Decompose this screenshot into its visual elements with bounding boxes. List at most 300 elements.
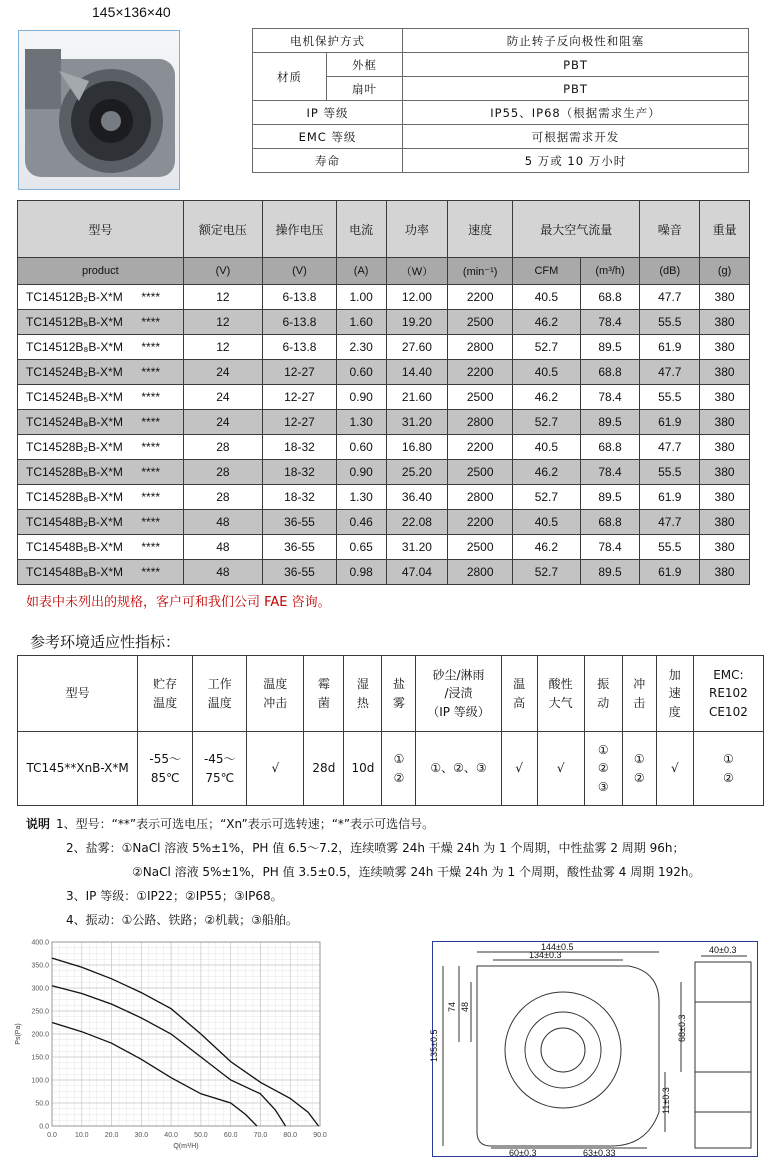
table-row xyxy=(18,385,750,410)
weight-cell: 380 xyxy=(700,310,750,335)
env-header-cell xyxy=(18,656,138,732)
header-weight: 重量 xyxy=(700,201,750,258)
table-row xyxy=(18,410,750,435)
current-cell: 1.30 xyxy=(336,485,386,510)
env-value-cell xyxy=(193,732,247,806)
env-value-line: ② xyxy=(723,770,734,785)
env-value-cell xyxy=(18,732,138,806)
ip-value: IP55、IP68（根据需求生产） xyxy=(403,101,749,125)
cfm-cell: 40.5 xyxy=(513,360,581,385)
cfm-cell: 46.2 xyxy=(513,460,581,485)
power-cell: 47.04 xyxy=(386,560,448,585)
stars-cell: **** xyxy=(137,335,183,360)
y-tick-label: 300.0 xyxy=(31,985,49,993)
emc-value: 可根据需求开发 xyxy=(403,125,749,149)
protection-value: 防止转子反向极性和阻塞 xyxy=(403,29,749,53)
speed-cell: 2200 xyxy=(448,435,513,460)
rated-cell: 28 xyxy=(183,460,262,485)
env-header-line: 冲 xyxy=(633,676,646,691)
noise-cell: 61.9 xyxy=(640,485,700,510)
model-cell: TC14524B₂B-X*M xyxy=(18,360,138,385)
env-value-line: 10d xyxy=(351,761,375,776)
m3h-cell: 89.5 xyxy=(580,410,640,435)
cfm-cell: 46.2 xyxy=(513,385,581,410)
y-tick-label: 50.0 xyxy=(35,1100,49,1108)
speed-cell: 2200 xyxy=(448,360,513,385)
env-header-line: 击 xyxy=(633,695,646,710)
material-label: 材质 xyxy=(253,53,327,101)
notes-block xyxy=(26,812,701,932)
rated-cell: 48 xyxy=(183,560,262,585)
dim-134: 134±0.3 xyxy=(529,950,562,960)
op-cell: 36-55 xyxy=(263,560,337,585)
rated-cell: 12 xyxy=(183,310,262,335)
dimension-drawing xyxy=(429,941,758,1158)
op-cell: 6-13.8 xyxy=(263,285,337,310)
environment-table xyxy=(17,655,764,806)
inlet-ring xyxy=(525,1012,601,1088)
cfm-cell: 46.2 xyxy=(513,310,581,335)
env-value-cell xyxy=(584,732,622,806)
env-header-line: 速 xyxy=(668,686,681,701)
noise-cell: 55.5 xyxy=(640,310,700,335)
model-cell: TC14528B₈B-X*M xyxy=(18,485,138,510)
noise-cell: 55.5 xyxy=(640,535,700,560)
env-value-line: TC145**XnB-X*M xyxy=(26,761,129,776)
frame-value: PBT xyxy=(403,53,749,77)
product-table xyxy=(17,200,750,585)
current-cell: 0.60 xyxy=(336,435,386,460)
unit-m3h: (m³/h) xyxy=(580,258,640,285)
model-cell: TC14524B₈B-X*M xyxy=(18,410,138,435)
cfm-cell: 40.5 xyxy=(513,285,581,310)
rated-cell: 28 xyxy=(183,485,262,510)
env-header-line: 度 xyxy=(668,704,681,719)
noise-cell: 47.7 xyxy=(640,435,700,460)
unit-rated-v: (V) xyxy=(183,258,262,285)
env-value-line: ② xyxy=(597,761,609,776)
env-header-line: 大气 xyxy=(548,695,573,710)
env-value-cell xyxy=(304,732,344,806)
env-header-cell xyxy=(622,656,656,732)
env-value-line: ① xyxy=(393,751,405,766)
power-cell: 22.08 xyxy=(386,510,448,535)
op-cell: 12-27 xyxy=(263,385,337,410)
speed-cell: 2500 xyxy=(448,460,513,485)
power-cell: 16.80 xyxy=(386,435,448,460)
env-value-line: ③ xyxy=(597,779,609,794)
env-header-cell xyxy=(382,656,416,732)
env-value-cell xyxy=(247,732,304,806)
weight-cell: 380 xyxy=(700,410,750,435)
rated-cell: 24 xyxy=(183,410,262,435)
rated-cell: 48 xyxy=(183,535,262,560)
env-header-line: 工作 xyxy=(207,676,232,691)
x-tick-label: 0.0 xyxy=(47,1132,57,1139)
weight-cell: 380 xyxy=(700,460,750,485)
env-header-line: CE102 xyxy=(708,704,748,719)
env-header-line: EMC: xyxy=(713,667,744,682)
housing-ring xyxy=(505,992,621,1108)
red-note: 如表中未列出的规格，客户可和我们公司 FAE 咨询。 xyxy=(26,595,331,610)
hub-ring xyxy=(541,1028,585,1072)
env-header-line: 菌 xyxy=(317,695,330,710)
env-header-line: 雾 xyxy=(392,695,405,710)
x-tick-label: 40.0 xyxy=(164,1132,178,1139)
noise-cell: 47.7 xyxy=(640,285,700,310)
power-cell: 27.60 xyxy=(386,335,448,360)
rated-cell: 12 xyxy=(183,335,262,360)
power-cell: 36.40 xyxy=(386,485,448,510)
env-header-line: 温度 xyxy=(207,695,232,710)
side-view xyxy=(695,962,751,1148)
stars-cell: **** xyxy=(137,410,183,435)
power-cell: 25.20 xyxy=(386,460,448,485)
spec-table xyxy=(252,28,749,173)
weight-cell: 380 xyxy=(700,560,750,585)
env-header-cell xyxy=(537,656,584,732)
speed-cell: 2800 xyxy=(448,410,513,435)
y-tick-label: 250.0 xyxy=(31,1008,49,1016)
notes-label: 说明 xyxy=(26,817,51,831)
table-row xyxy=(18,535,750,560)
stars-cell: **** xyxy=(137,360,183,385)
weight-cell: 380 xyxy=(700,510,750,535)
speed-cell: 2200 xyxy=(448,510,513,535)
env-value-line: ② xyxy=(633,770,645,785)
header-model: 型号 xyxy=(18,201,184,258)
env-value-line: 85℃ xyxy=(150,770,180,785)
power-cell: 31.20 xyxy=(386,410,448,435)
header-current: 电流 xyxy=(336,201,386,258)
unit-power: （W） xyxy=(386,258,448,285)
env-header-line: 冲击 xyxy=(263,695,288,710)
env-header-line: 加 xyxy=(668,667,681,682)
model-cell: TC14512B₅B-X*M xyxy=(18,310,138,335)
env-value-line: 75℃ xyxy=(205,770,235,785)
dim-60: 60±0.3 xyxy=(509,1148,537,1158)
current-cell: 0.65 xyxy=(336,535,386,560)
y-tick-label: 400.0 xyxy=(31,939,49,947)
stars-cell: **** xyxy=(137,460,183,485)
fan-photo xyxy=(18,30,180,190)
rated-cell: 28 xyxy=(183,435,262,460)
env-header-line: （IP 等级） xyxy=(427,704,490,719)
cfm-cell: 40.5 xyxy=(513,435,581,460)
cfm-cell: 52.7 xyxy=(513,410,581,435)
env-value-cell xyxy=(656,732,693,806)
header-rated-voltage: 额定电压 xyxy=(183,201,262,258)
drawing-svg xyxy=(429,942,759,1158)
x-tick-label: 80.0 xyxy=(283,1132,298,1139)
life-label: 寿命 xyxy=(253,149,403,173)
m3h-cell: 68.8 xyxy=(580,285,640,310)
section-title: 参考环境适应性指标： xyxy=(30,633,181,651)
weight-cell: 380 xyxy=(700,535,750,560)
x-tick-label: 10.0 xyxy=(74,1132,89,1139)
table-row xyxy=(18,510,750,535)
header-noise: 噪音 xyxy=(640,201,700,258)
op-cell: 18-32 xyxy=(263,485,337,510)
env-value-line: ① xyxy=(723,751,734,766)
table-row xyxy=(18,460,750,485)
unit-current: (A) xyxy=(336,258,386,285)
note-line-3: ②NaCl 溶液 5%±1%，PH 值 3.5±0.5，连续喷雾 24h 干燥 24h 为 1 个周期，酸性盐雾 4 周期 192h。 xyxy=(132,865,701,879)
op-cell: 18-32 xyxy=(263,460,337,485)
speed-cell: 2500 xyxy=(448,310,513,335)
env-header-line: 温度 xyxy=(153,695,178,710)
speed-cell: 2200 xyxy=(448,285,513,310)
current-cell: 0.90 xyxy=(336,385,386,410)
stars-cell: **** xyxy=(137,310,183,335)
power-cell: 12.00 xyxy=(386,285,448,310)
env-header-line: 型号 xyxy=(65,686,90,701)
y-tick-label: 0.0 xyxy=(39,1123,49,1131)
env-header-cell xyxy=(304,656,344,732)
env-value-line: -45～ xyxy=(203,751,236,766)
model-cell: TC14548B₂B-X*M xyxy=(18,510,138,535)
env-value-cell xyxy=(622,732,656,806)
noise-cell: 61.9 xyxy=(640,560,700,585)
op-cell: 36-55 xyxy=(263,535,337,560)
model-cell: TC14548B₈B-X*M xyxy=(18,560,138,585)
note-line-4: 3、IP 等级：①IP22；②IP55；③IP68。 xyxy=(66,889,283,903)
env-header-line: 热 xyxy=(356,695,369,710)
env-header-line: 盐 xyxy=(392,676,405,691)
model-cell: TC14528B₅B-X*M xyxy=(18,460,138,485)
noise-cell: 47.7 xyxy=(640,360,700,385)
env-header-line: 高 xyxy=(513,695,526,710)
env-value-line: √ xyxy=(556,761,565,776)
current-cell: 0.90 xyxy=(336,460,386,485)
env-header-line: 霉 xyxy=(317,676,330,691)
env-header-cell xyxy=(656,656,693,732)
env-header-cell xyxy=(344,656,382,732)
weight-cell: 380 xyxy=(700,285,750,310)
table-row xyxy=(18,335,750,360)
env-header-cell xyxy=(501,656,537,732)
env-value-line: ① xyxy=(597,742,609,757)
x-tick-label: 30.0 xyxy=(134,1132,149,1139)
env-value-cell xyxy=(138,732,193,806)
weight-cell: 380 xyxy=(700,435,750,460)
env-header-line: 湿 xyxy=(356,676,369,691)
env-value-cell xyxy=(382,732,416,806)
env-header-cell xyxy=(193,656,247,732)
rated-cell: 48 xyxy=(183,510,262,535)
y-tick-label: 200.0 xyxy=(31,1031,49,1039)
y-tick-label: 100.0 xyxy=(31,1077,49,1085)
frame-label: 外框 xyxy=(327,53,403,77)
env-header-cell xyxy=(416,656,501,732)
pq-curve-chart xyxy=(10,934,330,1154)
table-row xyxy=(18,560,750,585)
noise-cell: 47.7 xyxy=(640,510,700,535)
current-cell: 1.30 xyxy=(336,410,386,435)
model-cell: TC14512B₂B-X*M xyxy=(18,285,138,310)
product-dimensions: 145×136×40 xyxy=(92,4,171,20)
table-row xyxy=(18,435,750,460)
env-header-cell xyxy=(584,656,622,732)
power-cell: 19.20 xyxy=(386,310,448,335)
unit-product: product xyxy=(18,258,184,285)
x-tick-label: 20.0 xyxy=(104,1132,119,1139)
dim-40: 40±0.3 xyxy=(709,945,737,955)
m3h-cell: 89.5 xyxy=(580,485,640,510)
current-cell: 1.60 xyxy=(336,310,386,335)
note-line-5: 4、振动：①公路、铁路；②机载；③船舶。 xyxy=(66,913,298,927)
protection-label: 电机保护方式 xyxy=(253,29,403,53)
weight-cell: 380 xyxy=(700,385,750,410)
cfm-cell: 46.2 xyxy=(513,535,581,560)
y-tick-label: 150.0 xyxy=(31,1054,49,1062)
housing-outline xyxy=(477,966,659,1146)
env-header-cell xyxy=(138,656,193,732)
rated-cell: 24 xyxy=(183,360,262,385)
noise-cell: 61.9 xyxy=(640,410,700,435)
dim-48: 48 xyxy=(460,1001,470,1012)
stars-cell: **** xyxy=(137,485,183,510)
env-header-line: 动 xyxy=(597,695,610,710)
table-row xyxy=(18,360,750,385)
cfm-cell: 52.7 xyxy=(513,560,581,585)
life-value: 5 万或 10 万小时 xyxy=(403,149,749,173)
stars-cell: **** xyxy=(137,385,183,410)
rated-cell: 24 xyxy=(183,385,262,410)
model-cell: TC14524B₅B-X*M xyxy=(18,385,138,410)
m3h-cell: 89.5 xyxy=(580,335,640,360)
env-header-line: 贮存 xyxy=(153,676,178,691)
header-max-airflow: 最大空气流量 xyxy=(513,201,640,258)
dim-144: 144±0.5 xyxy=(541,942,574,952)
cfm-cell: 52.7 xyxy=(513,485,581,510)
x-tick-label: 70.0 xyxy=(253,1132,268,1139)
dim-135: 135±0.5 xyxy=(429,1029,439,1062)
m3h-cell: 78.4 xyxy=(580,385,640,410)
env-header-cell xyxy=(693,656,763,732)
env-value-cell xyxy=(537,732,584,806)
env-value-cell xyxy=(344,732,382,806)
unit-weight: (g) xyxy=(700,258,750,285)
noise-cell: 61.9 xyxy=(640,335,700,360)
cfm-cell: 40.5 xyxy=(513,510,581,535)
x-tick-label: 90.0 xyxy=(313,1132,327,1139)
m3h-cell: 78.4 xyxy=(580,310,640,335)
current-cell: 0.60 xyxy=(336,360,386,385)
m3h-cell: 68.8 xyxy=(580,360,640,385)
speed-cell: 2800 xyxy=(448,560,513,585)
model-cell: TC14528B₂B-X*M xyxy=(18,435,138,460)
op-cell: 12-27 xyxy=(263,410,337,435)
env-header-line: /浸渍 xyxy=(444,686,473,701)
table-row xyxy=(18,285,750,310)
unit-cfm: CFM xyxy=(513,258,581,285)
x-tick-label: 50.0 xyxy=(194,1132,208,1139)
current-cell: 0.46 xyxy=(336,510,386,535)
speed-cell: 2800 xyxy=(448,485,513,510)
env-value-line: ①、②、③ xyxy=(430,761,487,776)
env-value-line: √ xyxy=(670,761,679,776)
env-value-cell xyxy=(501,732,537,806)
dim-11: 11±0.3 xyxy=(661,1087,671,1114)
y-axis-label: Ps(Pa) xyxy=(15,1023,22,1045)
weight-cell: 380 xyxy=(700,360,750,385)
env-header-line: 砂尘/淋雨 xyxy=(432,667,485,682)
header-operating-voltage: 操作电压 xyxy=(263,201,337,258)
env-header-line: 温 xyxy=(513,676,526,691)
unit-speed: (min⁻¹) xyxy=(448,258,513,285)
speed-cell: 2500 xyxy=(448,535,513,560)
env-header-line: 酸性 xyxy=(548,676,573,691)
op-cell: 18-32 xyxy=(263,435,337,460)
table-row xyxy=(18,310,750,335)
m3h-cell: 68.8 xyxy=(580,510,640,535)
op-cell: 12-27 xyxy=(263,360,337,385)
m3h-cell: 68.8 xyxy=(580,435,640,460)
dim-63: 63±0.33 xyxy=(583,1148,616,1158)
current-cell: 0.98 xyxy=(336,560,386,585)
table-row xyxy=(18,485,750,510)
rated-cell: 12 xyxy=(183,285,262,310)
m3h-cell: 78.4 xyxy=(580,460,640,485)
power-cell: 14.40 xyxy=(386,360,448,385)
model-cell: TC14512B₈B-X*M xyxy=(18,335,138,360)
header-power: 功率 xyxy=(386,201,448,258)
dim-74: 74 xyxy=(447,1001,457,1012)
env-header-line: RE102 xyxy=(708,686,748,701)
cfm-cell: 52.7 xyxy=(513,335,581,360)
env-value-line: 28d xyxy=(312,761,336,776)
env-value-line: √ xyxy=(515,761,523,776)
env-value-cell xyxy=(693,732,763,806)
note-line-1: 1、型号：“**”表示可选电压；“Xn”表示可选转速；“*”表示可选信号。 xyxy=(56,817,435,831)
op-cell: 6-13.8 xyxy=(263,310,337,335)
stars-cell: **** xyxy=(137,510,183,535)
ip-label: IP 等级 xyxy=(253,101,403,125)
env-value-cell xyxy=(416,732,501,806)
series-line xyxy=(52,958,319,1126)
x-tick-label: 60.0 xyxy=(223,1132,238,1139)
current-cell: 1.00 xyxy=(336,285,386,310)
dim-68: 68±0.3 xyxy=(677,1014,687,1042)
fan-image-icon xyxy=(19,31,179,189)
current-cell: 2.30 xyxy=(336,335,386,360)
power-cell: 31.20 xyxy=(386,535,448,560)
unit-op-v: (V) xyxy=(263,258,337,285)
env-value-line: ② xyxy=(393,770,405,785)
speed-cell: 2500 xyxy=(448,385,513,410)
weight-cell: 380 xyxy=(700,335,750,360)
op-cell: 36-55 xyxy=(263,510,337,535)
noise-cell: 55.5 xyxy=(640,460,700,485)
blade-label: 扇叶 xyxy=(327,77,403,101)
header-speed: 速度 xyxy=(448,201,513,258)
noise-cell: 55.5 xyxy=(640,385,700,410)
env-value-line: -55～ xyxy=(149,751,181,766)
stars-cell: **** xyxy=(137,535,183,560)
weight-cell: 380 xyxy=(700,485,750,510)
note-line-2: 2、盐雾：①NaCl 溶液 5%±1%，PH 值 6.5～7.2，连续喷雾 24h 干燥 24h 为 1 个周期，中性盐雾 2 周期 96h； xyxy=(66,841,685,855)
y-tick-label: 350.0 xyxy=(31,962,49,970)
stars-cell: **** xyxy=(137,285,183,310)
stars-cell: **** xyxy=(137,560,183,585)
speed-cell: 2800 xyxy=(448,335,513,360)
op-cell: 6-13.8 xyxy=(263,335,337,360)
x-axis-label: Q(m³/H) xyxy=(173,1143,199,1150)
m3h-cell: 78.4 xyxy=(580,535,640,560)
model-cell: TC14548B₅B-X*M xyxy=(18,535,138,560)
power-cell: 21.60 xyxy=(386,385,448,410)
